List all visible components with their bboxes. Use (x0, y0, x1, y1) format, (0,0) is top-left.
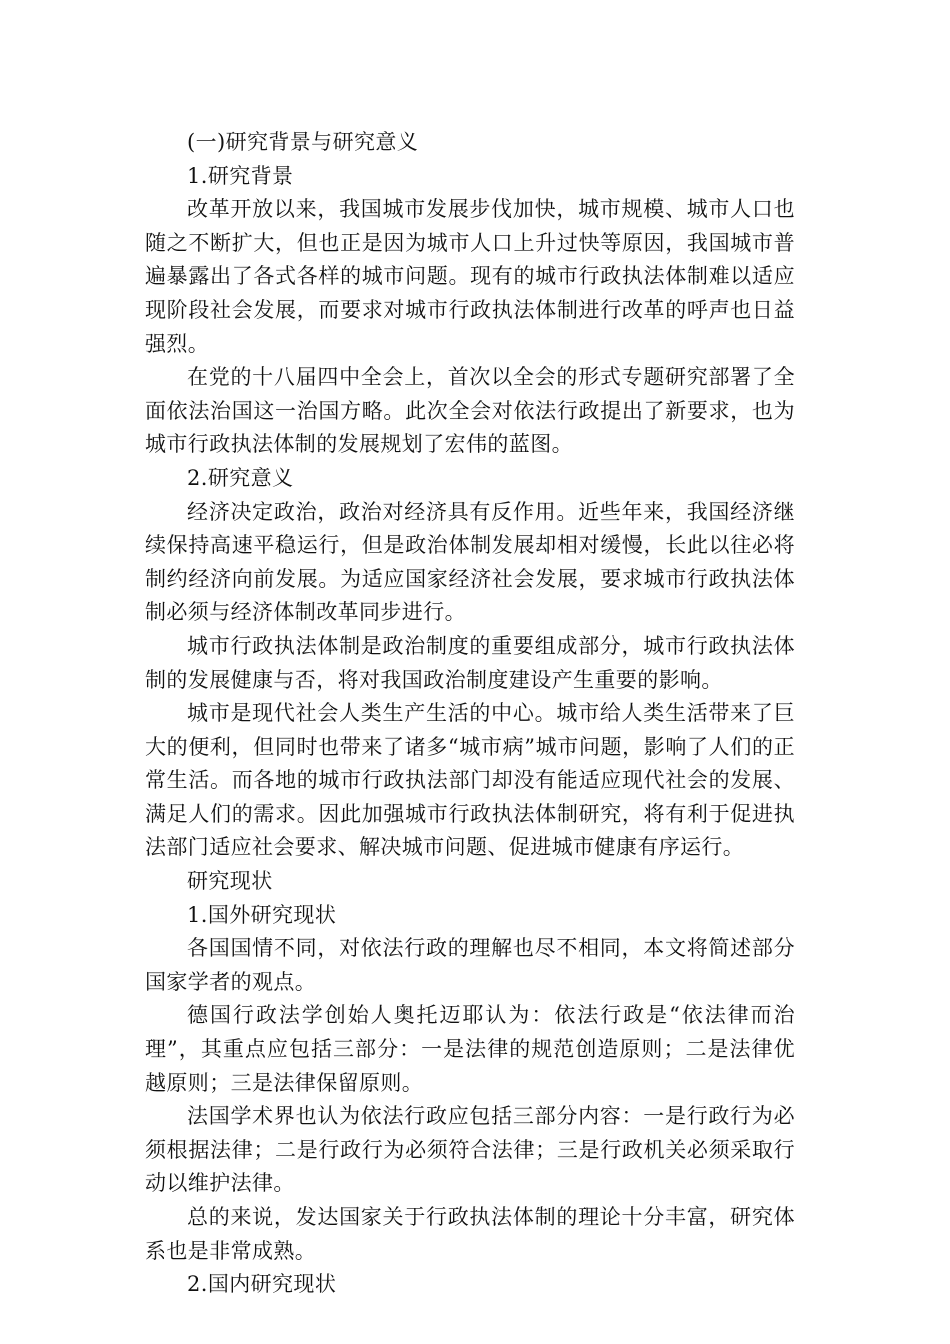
paragraph: 改革开放以来，我国城市发展步伐加快，城市规模、城市人口也随之不断扩大，但也正是因为城市人口上升过快等原因，我国城市普遍暴露出了各式各样的城市问题。现有的城市行政执法体制难以适应现阶段社会发展，而要求对城市行政执法体制进行改革的呼声也日益强烈。 (145, 197, 795, 356)
paragraph: 在党的十八届四中全会上，首次以全会的形式专题研究部署了全面依法治国这一治国方略。此次全会对依法行政提出了新要求，也为城市行政执法体制的发展规划了宏伟的蓝图。 (145, 365, 795, 457)
significance-heading: 2.研究意义 (187, 465, 294, 490)
domestic-heading: 2.国内研究现状 (187, 1272, 337, 1297)
document-body (145, 126, 795, 1302)
foreign-heading: 1.国外研究现状 (187, 902, 337, 927)
status-title: 研究现状 (187, 869, 273, 894)
paragraph: 城市行政执法体制是政治制度的重要组成部分，城市行政执法体制的发展健康与否，将对我国政治制度建设产生重要的影响。 (145, 633, 795, 692)
paragraph: 法国学术界也认为依法行政应包括三部分内容：一是行政行为必须根据法律；二是行政行为必须符合法律；三是行政机关必须采取行动以维护法律。 (145, 1104, 795, 1196)
section-title: (一)研究背景与研究意义 (187, 130, 419, 154)
background-heading: 1.研究背景 (187, 163, 294, 188)
paragraph: 城市是现代社会人类生产生活的中心。城市给人类生活带来了巨大的便利，但同时也带来了诸多“城市病”城市问题，影响了人们的正常生活。而各地的城市行政执法部门却没有能适应现代社会的发展、满足人们的需求。因此加强城市行政执法体制研究，将有利于促进执法部门适应社会要求、解决城市问题、促进城市健康有序运行。 (145, 701, 795, 860)
paragraph: 德国行政法学创始人奥托迈耶认为：依法行政是“依法律而治理”，其重点应包括三部分：一是法律的规范创造原则；二是法律优越原则；三是法律保留原则。 (145, 1003, 795, 1095)
paragraph: 经济决定政治，政治对经济具有反作用。近些年来，我国经济继续保持高速平稳运行，但是政治体制发展却相对缓慢，长此以往必将制约经济向前发展。为适应国家经济社会发展，要求城市行政执法体制必须与经济体制改革同步进行。 (145, 499, 795, 625)
paragraph: 总的来说，发达国家关于行政执法体制的理论十分丰富，研究体系也是非常成熟。 (145, 1205, 795, 1263)
paragraph: 各国国情不同，对依法行政的理解也尽不相同，本文将简述部分国家学者的观点。 (145, 936, 795, 994)
